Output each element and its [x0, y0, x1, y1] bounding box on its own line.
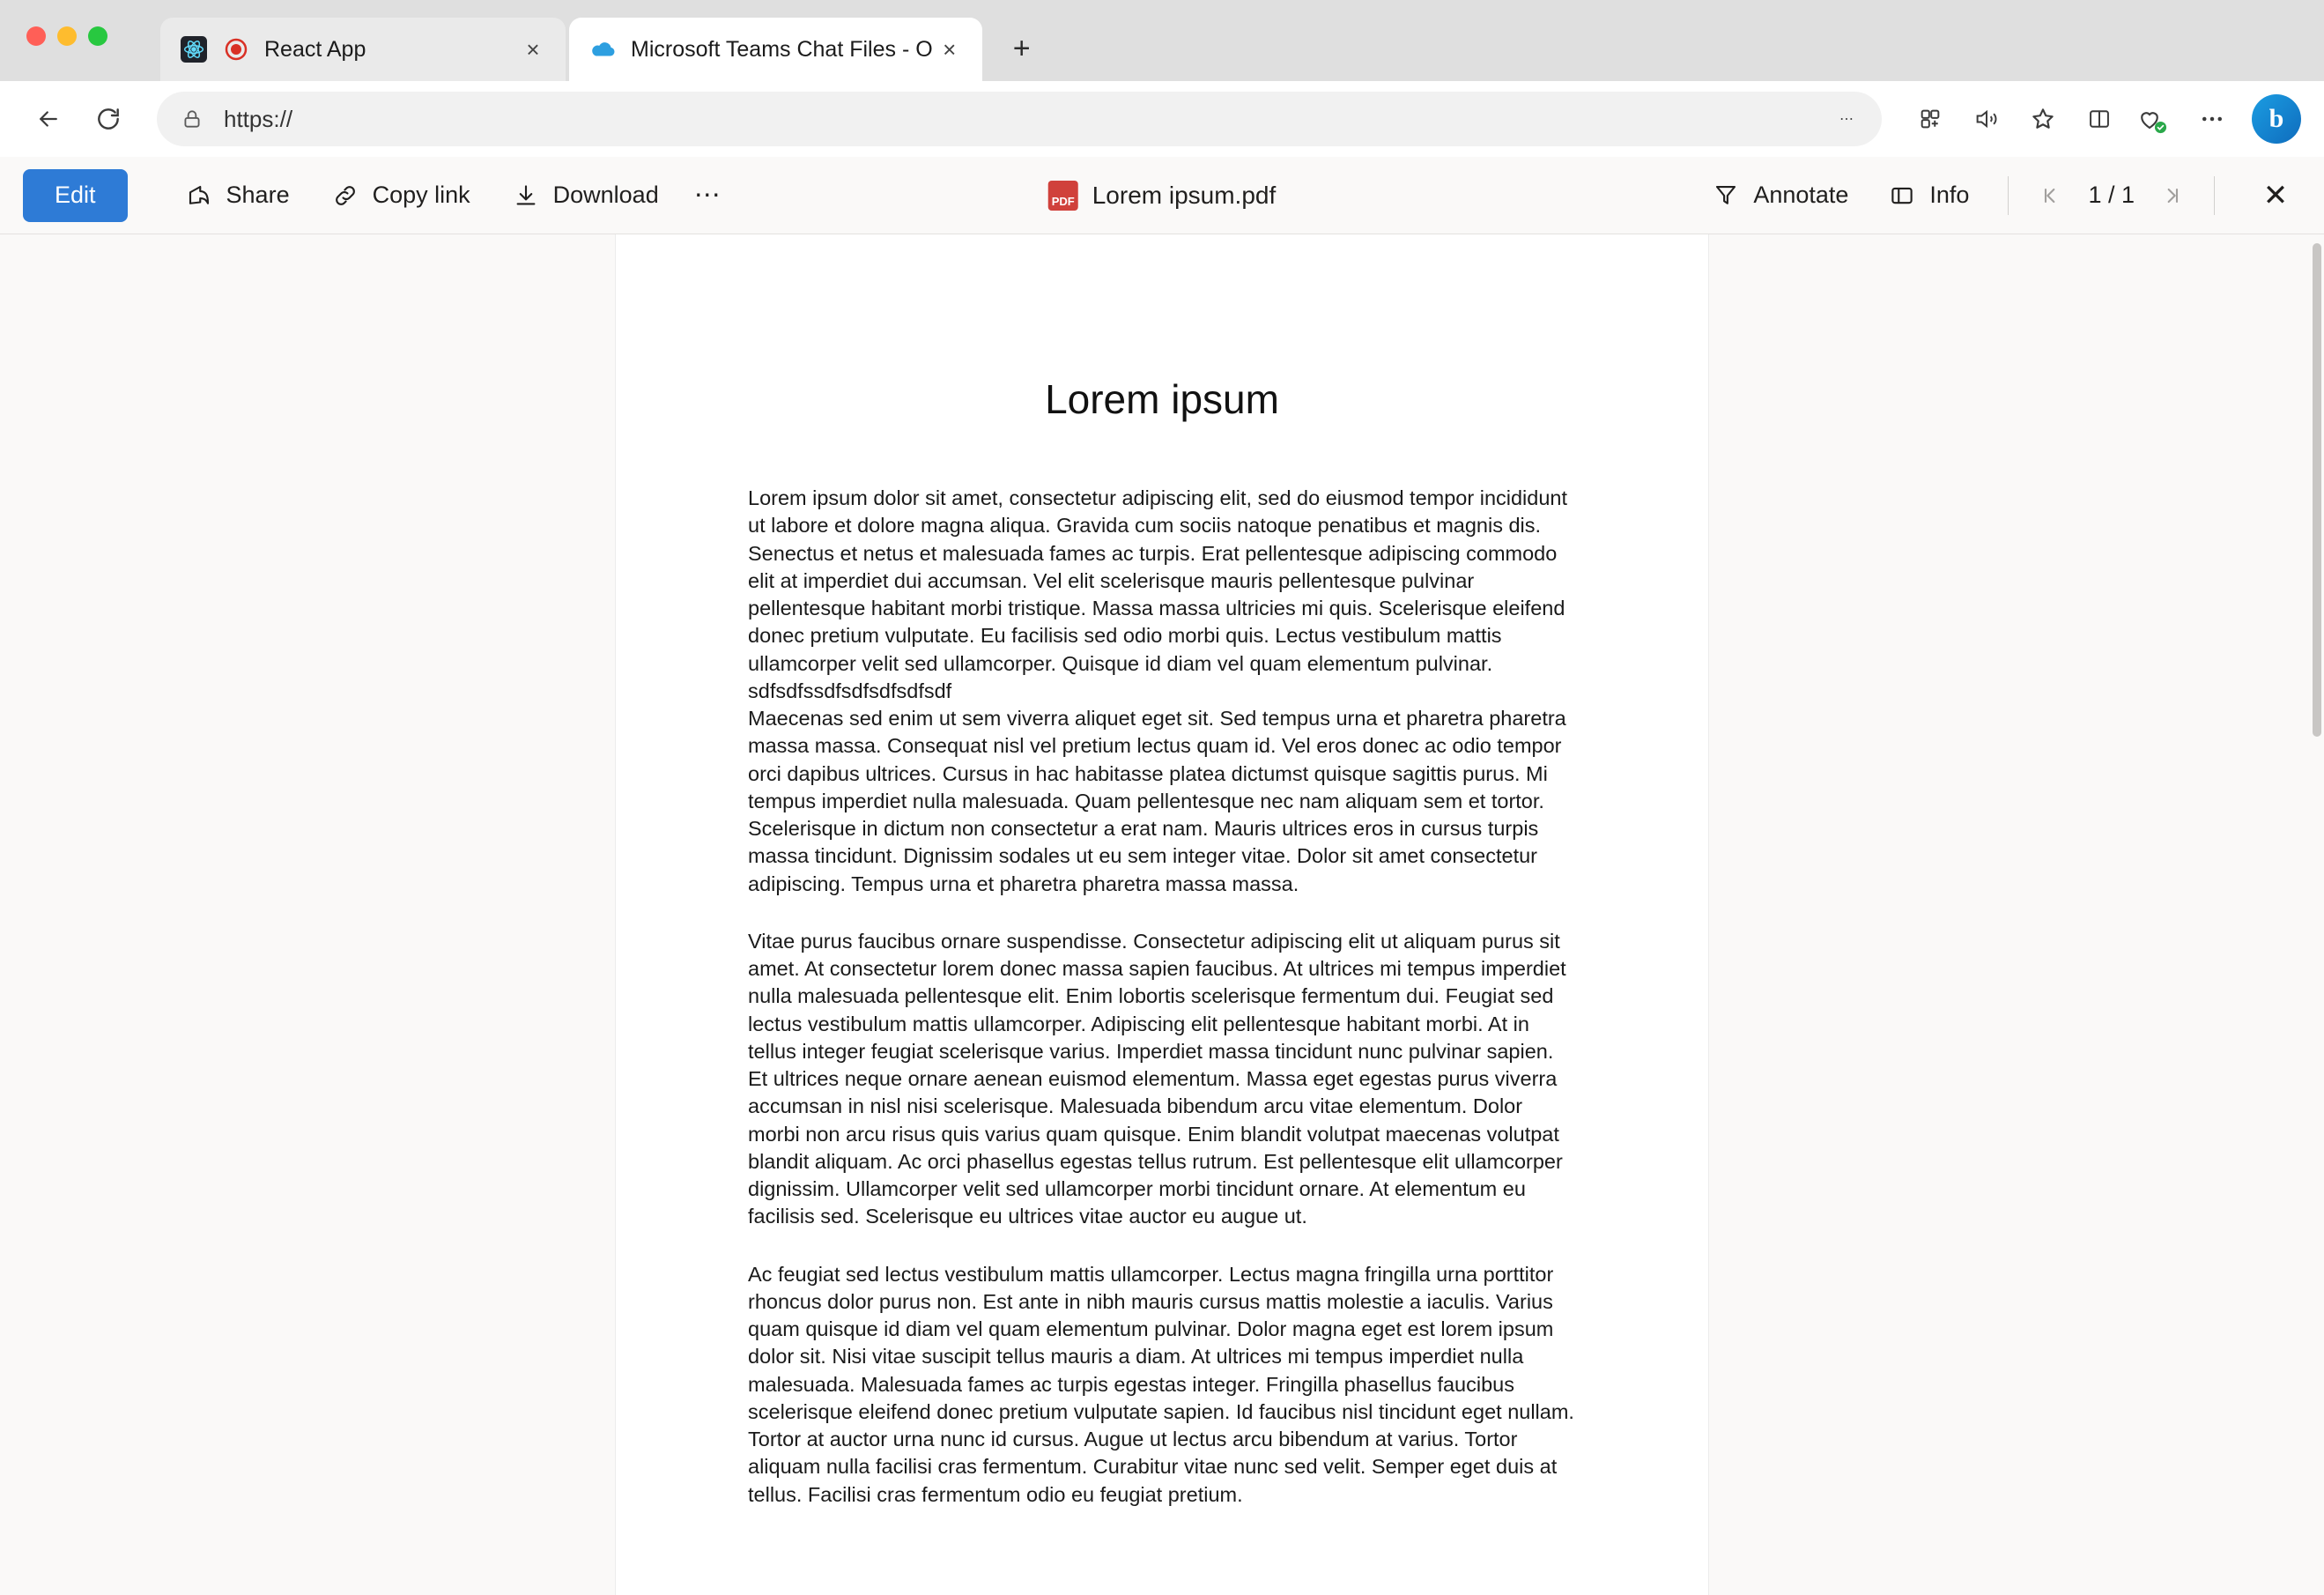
document-paragraph: Ac feugiat sed lectus vestibulum mattis ullamcorper. Lectus magna fringilla urna porttitor rhoncus dolor purus non. Est ante in nibh mauris cursus mattis molestie a iaculis. Varius quam quisque id diam vel quam elementum pulvinar. Dolor magna eget est lorem ipsum dolor sit. Nisi vitae suscipit tellus mauris a diam. At ultrices mi tempus imperdiet nulla malesuada. Malesuada fames ac turpis egestas integer. Fringilla phasellus faucibus scelerisque eleifend donec pretium vulputate sapien. Id faucibus nisl tincidunt eget nullam. Tortor at auctor urna nunc id cursus. Augue ut lectus arcu bibendum at varius. Tortor aliquam nulla facilisi cras fermentum. Curabitur vitae nunc sed velit. Semper eget duis at tellus. Facilisi cras fermentum odio eu feugiat pretium. — [748, 1262, 1574, 1506]
pdf-page — [616, 234, 1708, 1595]
toolbar-divider — [2008, 176, 2009, 215]
document-paragraph: Lorem ipsum dolor sit amet, consectetur adipiscing elit, sed do eiusmod tempor incididunt ut labore et dolore magna aliqua. Gravida cum sociis natoque penatibus et magnis dis. Senectus et netus et malesuada fames ac turpis. Erat pellentesque adipiscing commodo elit at imperdiet dui accumsan. Vel elit scelerisque mauris pellentesque pulvinar pellentesque habitant morbi tristique. Massa massa ultricies mi quis. Scelerisque eleifend donec pretium vulputate. Eu facilisis sed odio morbi quis. Lectus vestibulum mattis ullamcorper velit sed ullamcorper. Quisque id diam vel quam elementum pulvinar. sdfsdfssdfsdfsdfsdfsdf — [748, 486, 1568, 702]
back-arrow-icon[interactable] — [23, 93, 74, 145]
more-commands-button[interactable]: ⋯ — [693, 181, 722, 210]
close-viewer-button[interactable]: ✕ — [2262, 178, 2289, 212]
annotate-label: Annotate — [1753, 182, 1849, 208]
url-text[interactable]: https:// — [224, 105, 293, 132]
share-label: Share — [226, 182, 290, 208]
document-heading: Lorem ipsum — [1045, 376, 1279, 422]
lock-icon — [173, 100, 211, 138]
maximize-window-button[interactable] — [88, 26, 107, 46]
share-icon — [184, 181, 214, 211]
toolbar-divider — [2214, 176, 2215, 215]
document-paragraph: Vitae purus faucibus ornare suspendisse. Consectetur adipiscing elit ut aliquam purus sit amet. At consectetur lorem donec massa sapien faucibus. At ultrices mi tempus imperdiet nulla malesuada pellentesque elit. Enim lobortis scelerisque fermentum dui. Feugiat sed lectus vestibulum mattis ullamcorper. Adipiscing elit pellentesque habitant morbi. At in tellus integer feugiat scelerisque varius. Imperdiet massa tincidunt nunc pulvinar sapien. Et ultrices neque ornare aenean euismod elementum. Massa eget egestas purus viverra accumsan in nisl nisi scelerisque. Malesuada bibendum arcu vitae elementum. Dolor morbi non arcu risus quis varius quam quisque. Enim blandit volutpat maecenas volutpat blandit aliquam. Ac orci phasellus egestas tellus rutrum. Est pellentesque elit ullamcorper dignissim. Ullamcorper velit sed ullamcorper morbi tincidunt ornare. At elementum eu facilisis sed. Scelerisque eu ultrices vitae auctor eu augue ut. — [748, 929, 1566, 1228]
pdf-viewer-toolbar — [0, 157, 2324, 234]
tab-microsoft-teams-chat-files[interactable] — [569, 18, 982, 81]
tab-title: React App — [264, 36, 366, 62]
address-bar — [0, 81, 2324, 157]
settings-more-icon[interactable] — [2187, 93, 2238, 145]
collections-icon[interactable] — [1905, 93, 1956, 145]
annotate-icon — [1711, 181, 1741, 211]
reload-icon[interactable] — [83, 93, 134, 145]
previous-page-button[interactable] — [2032, 175, 2072, 216]
split-screen-icon[interactable] — [2074, 93, 2125, 145]
edit-button[interactable]: Edit — [23, 169, 128, 222]
download-label: Download — [552, 182, 659, 208]
info-label: Info — [1929, 182, 1970, 208]
info-icon — [1887, 181, 1917, 211]
link-icon — [330, 181, 360, 211]
tab-list — [160, 0, 1046, 81]
next-page-button[interactable] — [2150, 175, 2191, 216]
onedrive-icon — [588, 35, 617, 63]
document-name-label: Lorem ipsum.pdf — [1092, 181, 1277, 209]
share-button[interactable] — [168, 169, 306, 222]
recording-indicator-icon — [222, 35, 250, 63]
close-icon[interactable]: × — [526, 35, 540, 63]
tab-strip — [0, 0, 2324, 81]
minimize-window-button[interactable] — [57, 26, 77, 46]
tab-react-app[interactable] — [160, 18, 566, 81]
favorite-star-icon[interactable] — [2017, 93, 2069, 145]
browser-essentials-icon[interactable] — [2130, 93, 2181, 145]
copy-link-label: Copy link — [372, 182, 470, 208]
download-icon — [511, 181, 541, 211]
settings-more-icon[interactable]: ⋯ — [1839, 112, 1854, 127]
new-tab-button[interactable]: + — [1012, 31, 1031, 65]
url-bar[interactable] — [157, 92, 1882, 146]
react-icon — [180, 35, 208, 63]
annotate-button[interactable] — [1695, 169, 1864, 222]
download-button[interactable] — [495, 169, 675, 222]
page-indicator: 1 / 1 — [2088, 182, 2135, 208]
copy-link-button[interactable] — [315, 169, 486, 222]
scrollbar-thumb[interactable] — [2313, 243, 2321, 737]
pdf-badge-text: PDF — [1051, 194, 1075, 208]
close-icon[interactable]: × — [943, 35, 957, 63]
pdf-right-tools — [1695, 169, 2301, 222]
pdf-document-viewer[interactable] — [0, 234, 2324, 1595]
window-controls — [26, 26, 107, 46]
document-paragraph: Maecenas sed enim ut sem viverra aliquet eget sit. Sed tempus urna et pharetra pharetra massa massa. Consequat nisl vel pretium lectus quam id. Vel eros donec ac odio tempor orci dapibus ultrices. Cursus in hac habitasse platea dictumst quisque sagittis purus. Mi tempus imperdiet nulla malesuada. Quam pellentesque nec nam aliquam sem et tortor. Scelerisque in dictum non consectetur a erat nam. Mauris ultrices eros in cursus turpis massa tincidunt. Dignissim sodales ut eu sem integer vitae. Dolor sit amet consectetur adipiscing. Tempus urna et pharetra pharetra massa massa. — [748, 707, 1566, 895]
copilot-button[interactable]: b — [2252, 94, 2301, 144]
document-title — [1048, 181, 1277, 211]
close-window-button[interactable] — [26, 26, 46, 46]
page-navigation — [2032, 175, 2191, 216]
tab-title: Microsoft Teams Chat Files - O — [631, 36, 933, 62]
info-button[interactable] — [1871, 169, 1985, 222]
pdf-file-icon — [1048, 181, 1078, 211]
viewer-scrollbar[interactable] — [2310, 234, 2324, 1595]
read-aloud-icon[interactable] — [1961, 93, 2012, 145]
browser-toolbar-icons — [1905, 93, 2301, 145]
